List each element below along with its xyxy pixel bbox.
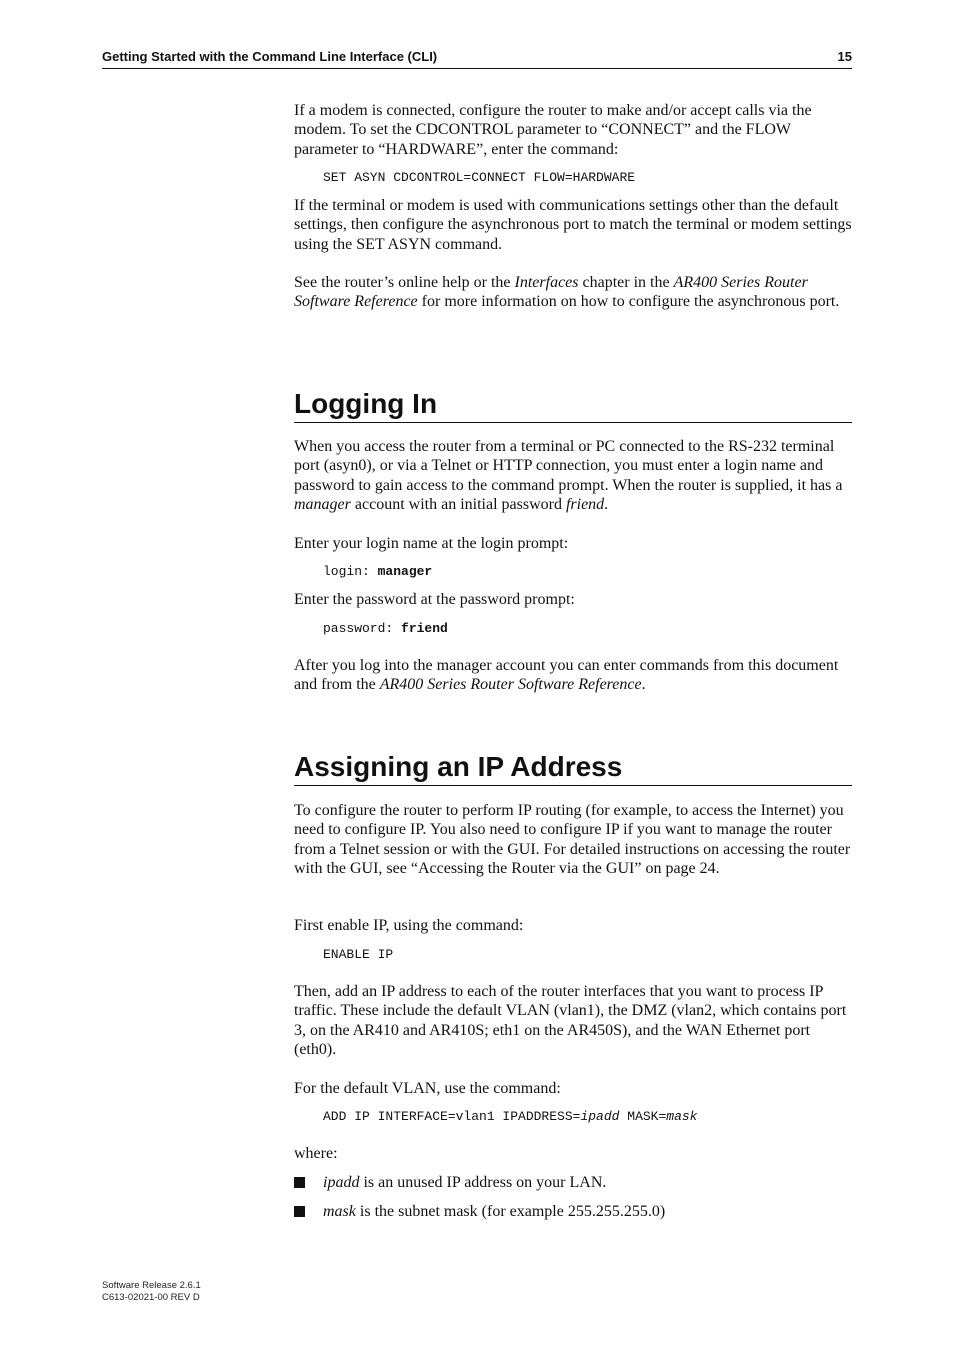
bullet-term: mask — [323, 1203, 356, 1220]
enable-ip-instruction: First enable IP, using the command: — [294, 917, 524, 934]
ipadd-placeholder: ipadd — [580, 1109, 620, 1124]
square-bullet-icon — [294, 1177, 305, 1188]
footer-doc-number: C613-02021-00 REV D — [102, 1291, 200, 1303]
assigning-ip-heading: Assigning an IP Address — [294, 751, 852, 786]
logging-in-paragraph: When you access the router from a terminal or PC connected to the RS-232 terminal port (asyn0), or via a Telnet or HTTP connection, you must enter a login name and password to gain access to the command prompt. When the router is supplied, it has a manager account with an initial password friend. — [294, 438, 843, 514]
login-command: login: manager — [323, 564, 433, 579]
password-value: friend — [401, 621, 448, 636]
manager-term: manager — [294, 496, 351, 514]
enable-ip-command: ENABLE IP — [323, 947, 394, 962]
ip-routing-paragraph: To configure the router to perform IP routing (for example, to access the Internet) you need to configure IP. You also need to configure IP if you want to manage the router from a Telnet session or with the GUI. For detailed instructions on accessing the router with the GUI, see “Accessing the Router via the GUI” on page 24. — [294, 802, 851, 878]
terminal-settings-paragraph: If the terminal or modem is used with communications settings other than the default settings, then configure the asynchronous port to match the terminal or modem settings using the SET ASYN command. — [294, 197, 852, 253]
login-value: manager — [377, 564, 433, 579]
page-footer — [102, 1280, 201, 1303]
running-header — [102, 48, 852, 69]
interfaces-reference: Interfaces — [514, 274, 579, 291]
software-reference-title: AR400 Series Router Software Reference — [294, 274, 808, 311]
software-reference-title-2: AR400 Series Router Software Reference — [379, 676, 642, 694]
online-help-paragraph: See the router’s online help or the Interfaces chapter in the AR400 Series Router Software Reference for more information on how to configure the asynchronous port. — [294, 274, 840, 311]
password-command: password: friend — [323, 621, 448, 636]
default-vlan-instruction: For the default VLAN, use the command: — [294, 1080, 561, 1097]
password-instruction: Enter the password at the password prompt: — [294, 591, 575, 608]
modem-paragraph: If a modem is connected, configure the router to make and/or accept calls via the modem. To set the CDCONTROL parameter to “CONNECT” and the FLOW parameter to “HARDWARE”, enter the command: — [294, 102, 812, 158]
square-bullet-icon — [294, 1206, 305, 1217]
set-asyn-command: SET ASYN CDCONTROL=CONNECT FLOW=HARDWARE — [323, 170, 636, 185]
mask-placeholder: mask — [666, 1109, 698, 1124]
friend-term: friend — [565, 496, 605, 514]
add-ip-paragraph: Then, add an IP address to each of the router interfaces that you want to process IP traffic. These include the default VLAN (vlan1), the DMZ (vlan2, which contains port 3, on the AR410 and AR410S; eth1 on the AR450S), and the WAN Ethernet port (eth0). — [294, 983, 847, 1059]
running-header-title: Getting Started with the Command Line Interface (CLI) — [102, 49, 438, 64]
logging-in-heading: Logging In — [294, 388, 852, 423]
login-instruction: Enter your login name at the login prompt: — [294, 535, 569, 552]
bullet-term: ipadd — [323, 1174, 360, 1191]
footer-release: Software Release 2.6.1 — [102, 1280, 201, 1291]
after-login-paragraph: After you log into the manager account you can enter commands from this document and from the AR400 Series Router Software Reference. — [294, 657, 839, 694]
where-label: where: — [294, 1145, 338, 1162]
add-ip-command: ADD IP INTERFACE=vlan1 IPADDRESS=ipadd MASK=mask — [323, 1109, 698, 1124]
page-number: 15 — [837, 49, 852, 64]
